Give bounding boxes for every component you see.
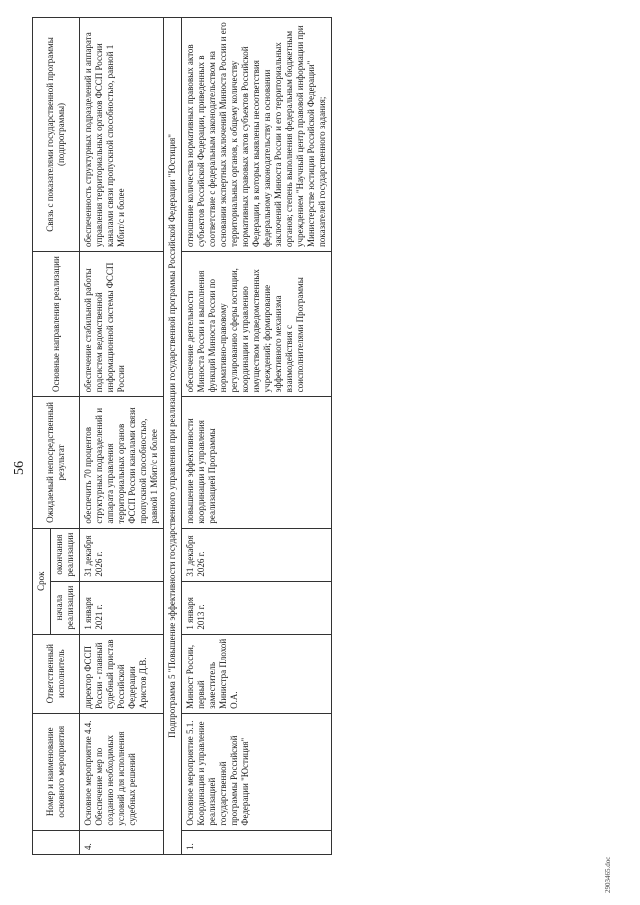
header-start: начала реализации [51, 581, 80, 634]
measure-link: отношение количества нормативных правовых актов субъектов Российской Федерации, приведенных в соответствие с федеральным законодательством на основании экспертных заключений Минюста России и его территориальных органов, к общему количеству нормативных правовых актов субъектов Российской Федерации, в которых выявлены несоответствия федеральному законодательству на основании заключений Минюста России и его территориальных органов; степень выполнения федеральным бюджетным учреждением "Научный центр правовой информации при Министерстве юстиции Российской Федерации" показателей государственного задания; [182, 18, 332, 252]
measure-start: 1 января 2021 г. [80, 581, 164, 634]
header-link: Связь с показателями государственной программы (подпрограммы) [33, 18, 80, 252]
measure-start: 1 января 2013 г. [182, 581, 332, 634]
row-number: 1. [182, 830, 332, 854]
header-end: окончания реализации [51, 528, 80, 581]
subprogram-title: Подпрограмма 5 "Повышение эффективности государственного управления при реализации государственной программы Российской Федерации "Юстиция" [164, 18, 182, 855]
measure-directions: обеспечение стабильной работы подсистем ведомственной информационной системы ФССП России [80, 251, 164, 396]
header-row [33, 18, 51, 855]
header-executor: Ответственный исполнитель [33, 634, 80, 713]
header-name: Номер и наименование основного мероприятия [33, 713, 80, 830]
page-number: 56 [12, 461, 27, 475]
measure-end: 31 декабря 2026 г. [182, 528, 332, 581]
header-term: Срок [33, 528, 51, 634]
footer-doc-code: 2903465.doc [604, 856, 612, 893]
measure-executor: директор ФССП России - главный судебный пристав Российской Федерации Аристов Д.В. [80, 634, 164, 713]
measure-result: обеспечить 70 процентов структурных подразделений и аппарата управления территориальных органов ФССП России каналами связи пропускной способностью, равной 1 Мбит/с и более [80, 397, 164, 528]
measure-end: 31 декабря 2026 г. [80, 528, 164, 581]
table-row [80, 18, 164, 855]
header-num [33, 830, 80, 854]
measure-directions: обеспечение деятельности Минюста России и выполнения функций Минюста России по нормативно-правовому регулированию сферы юстиции, координации и управлению имуществом подведомственных учреждений; формирование эффективного механизма взаимодействия с соисполнителями Программы [182, 251, 332, 396]
row-number: 4. [80, 830, 164, 854]
measure-link: обеспеченность структурных подразделений и аппарата управления территориальных органов ФССП России каналами связи пропускной способностью, равной 1 Мбит/с и более [80, 18, 164, 252]
measures-table [32, 17, 332, 855]
table-row [182, 18, 332, 855]
header-result: Ожидаемый непосредственный результат [33, 397, 80, 528]
measure-name: Основное мероприятие 5.1. Координация и управление реализацией государственной программы Российской Федерации "Юстиция" [182, 713, 332, 830]
measure-executor: Минюст России, первый заместитель Министра Плохой О.А. [182, 634, 332, 713]
measure-name: Основное мероприятие 4.4. Обеспечение мер по созданию необходимых условий для исполнения судебных решений [80, 713, 164, 830]
header-directions: Основные направления реализации [33, 251, 80, 396]
subprogram-row [164, 18, 182, 855]
measure-result: повышение эффективности координации и управления реализацией Программы [182, 397, 332, 528]
